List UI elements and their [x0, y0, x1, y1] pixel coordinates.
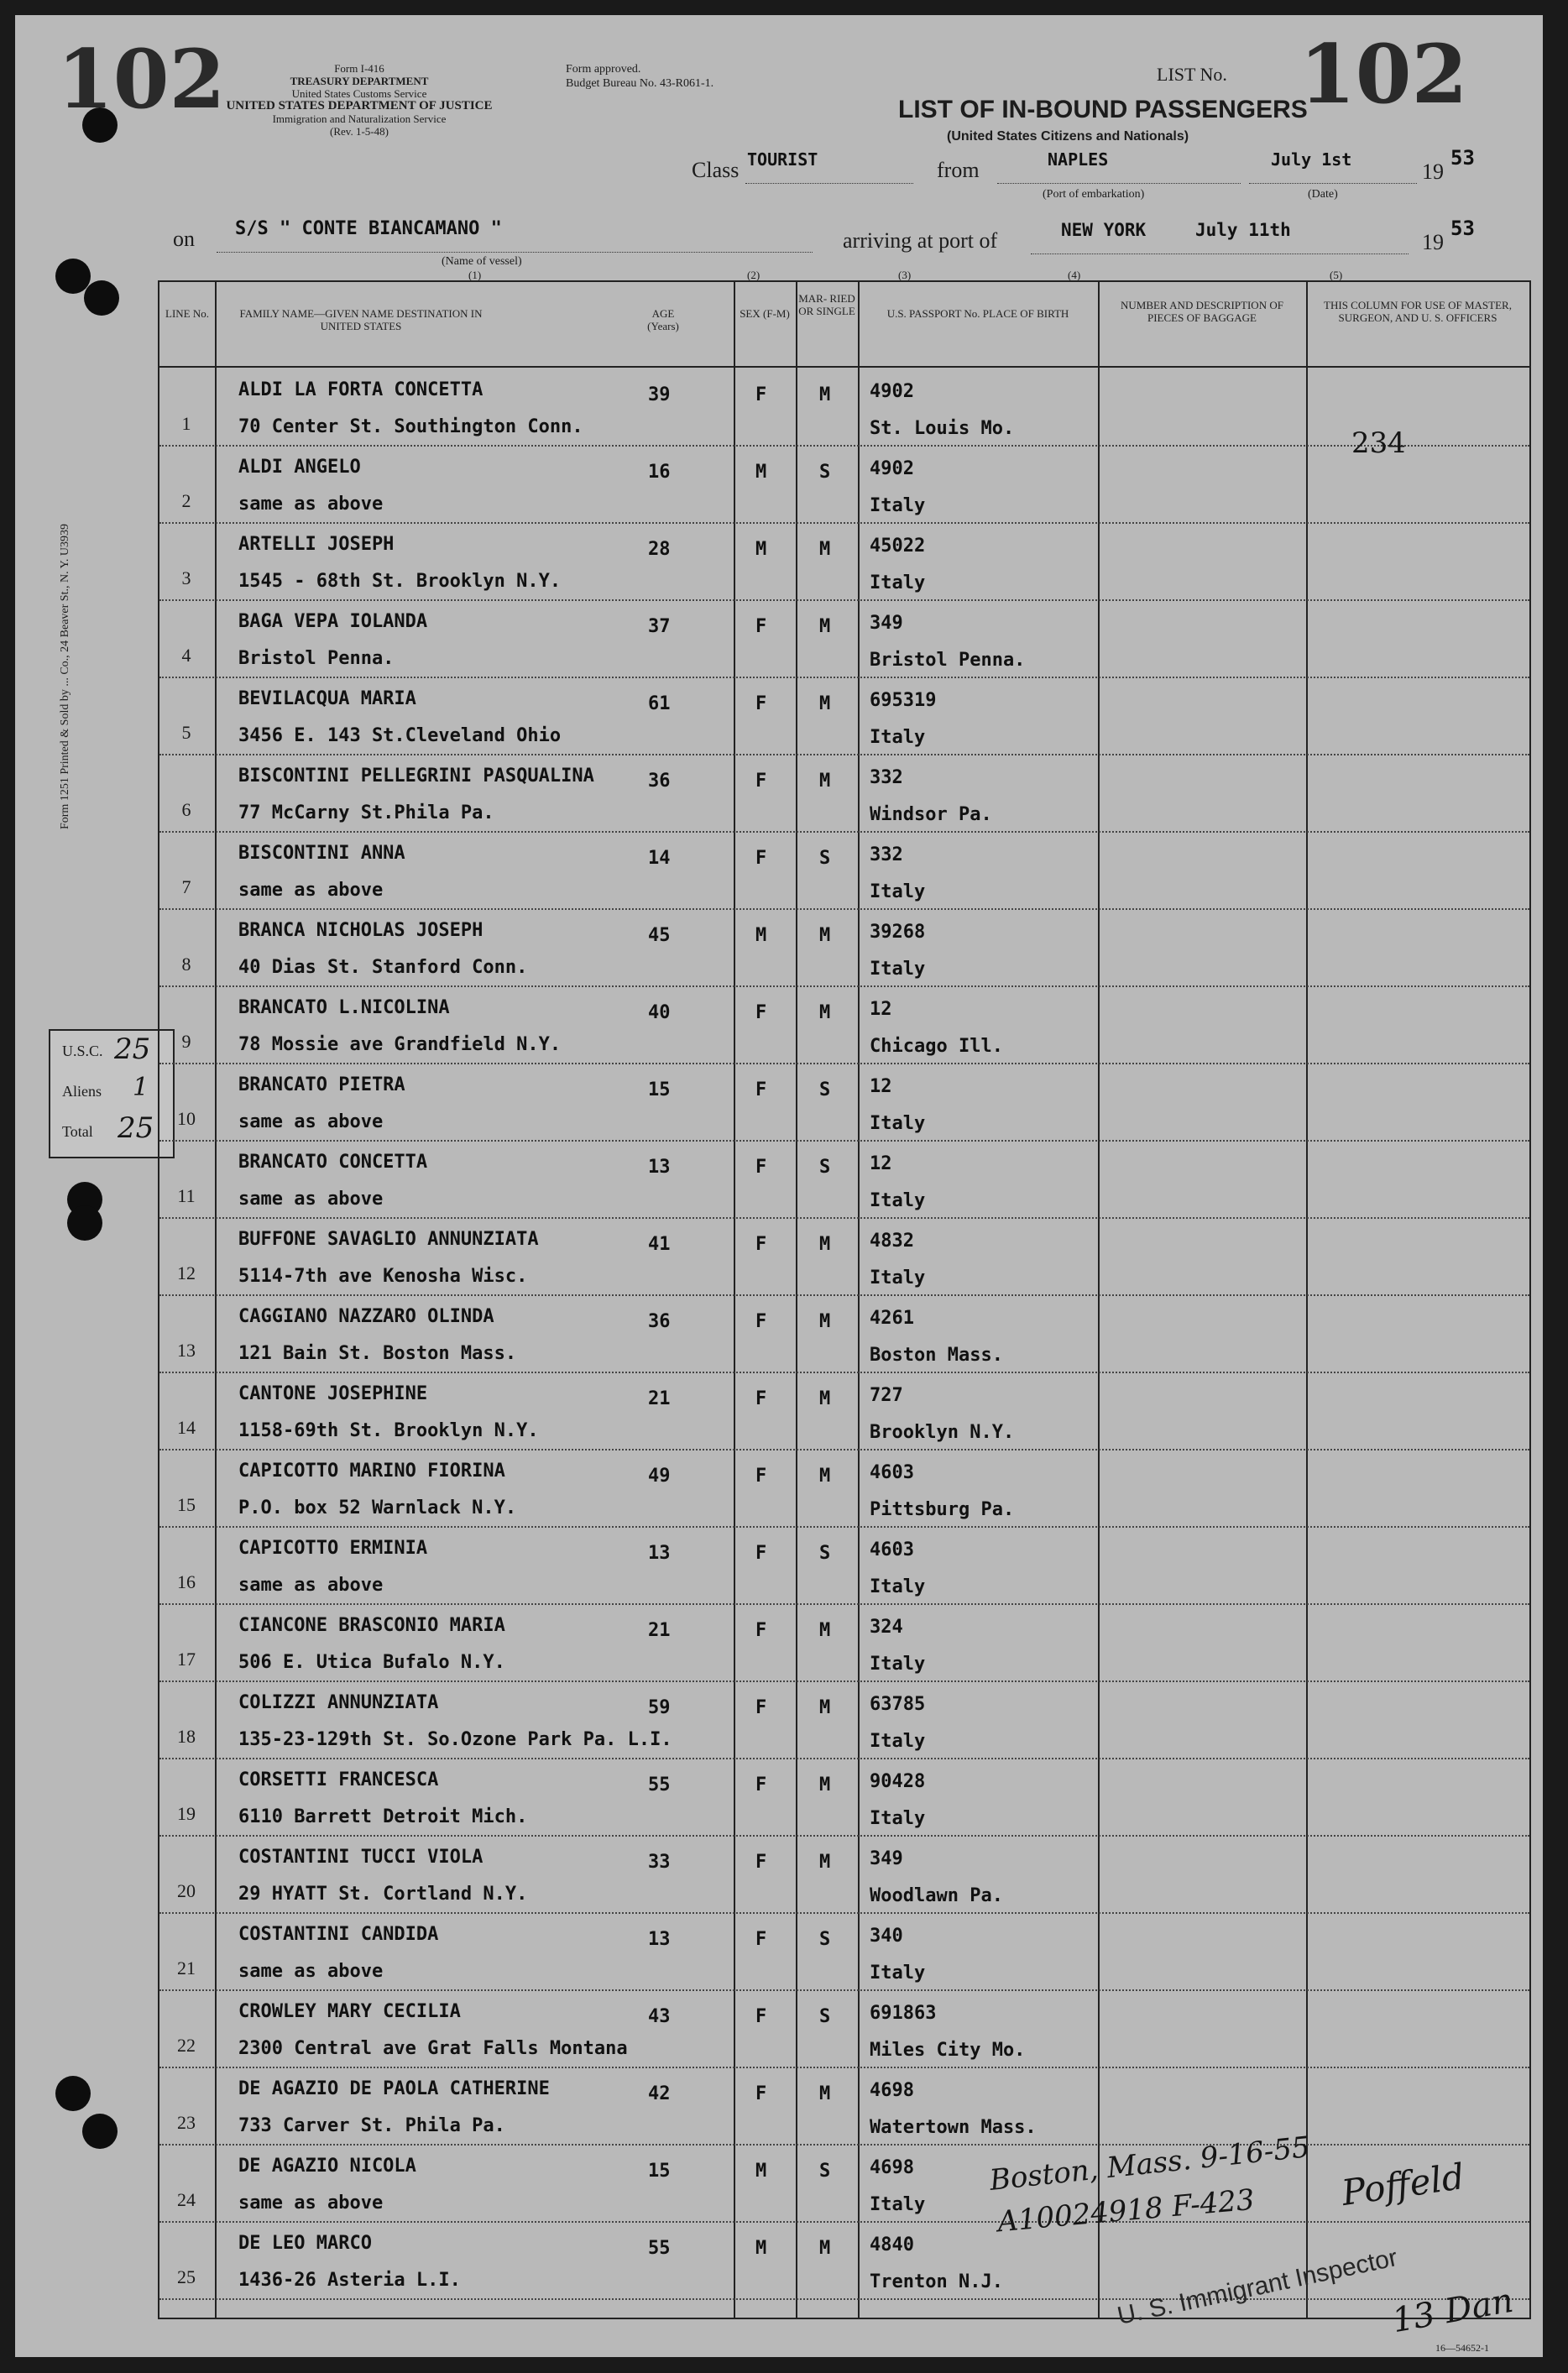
row-separator	[159, 2298, 1529, 2300]
place-of-birth: Italy	[870, 1654, 926, 1675]
place-of-birth: Italy	[870, 1113, 926, 1134]
place-of-birth: Woodlawn Pa.	[870, 1885, 1003, 1906]
passenger-destination: 77 McCarny St.Phila Pa.	[238, 802, 494, 823]
passenger-sex: F	[755, 1002, 767, 1023]
form-footer-number: 16—54652-1	[1435, 2342, 1489, 2354]
class-value: TOURIST	[747, 149, 818, 170]
passenger-age: 55	[648, 1775, 671, 1795]
passenger-age: 36	[648, 771, 671, 792]
col-header-passport: U.S. PASSPORT No. PLACE OF BIRTH	[886, 307, 1069, 320]
passenger-destination: same as above	[238, 1961, 384, 1982]
passport-number: 349	[870, 613, 903, 634]
passenger-name: BISCONTINI ANNA	[238, 843, 405, 864]
form-revision: (Rev. 1-5-48)	[330, 125, 389, 138]
tally-aliens-value: 1	[133, 1073, 149, 1102]
passenger-destination: 506 E. Utica Bufalo N.Y.	[238, 1652, 505, 1673]
passenger-destination: 733 Carver St. Phila Pa.	[238, 2115, 505, 2136]
place-of-birth: Miles City Mo.	[870, 2040, 1026, 2061]
col-header-line-no: LINE No.	[165, 307, 209, 320]
date-caption: (Date)	[1308, 188, 1338, 201]
dept-ins: Immigration and Naturalization Service	[272, 112, 447, 125]
place-of-birth: Italy	[870, 727, 926, 748]
passenger-marital-status: M	[819, 616, 831, 637]
place-of-birth: Italy	[870, 1731, 926, 1752]
passenger-destination: P.O. box 52 Warnlack N.Y.	[238, 1497, 517, 1518]
from-value: NAPLES	[1048, 149, 1109, 170]
passenger-marital-status: M	[819, 1697, 831, 1718]
table-row	[159, 369, 1529, 447]
passenger-marital-status: M	[819, 693, 831, 714]
table-row	[159, 601, 1529, 678]
passenger-destination: same as above	[238, 880, 384, 901]
table-row	[159, 1296, 1529, 1373]
vessel-col-num: (1)	[468, 269, 482, 281]
place-of-birth: Italy	[870, 1963, 926, 1984]
form-approved	[566, 62, 713, 91]
table-row	[159, 1682, 1529, 1759]
passenger-marital-status: M	[819, 2238, 831, 2259]
table-row	[159, 910, 1529, 987]
line-number: 12	[177, 1262, 196, 1283]
table-row	[159, 1605, 1529, 1682]
passenger-marital-status: M	[819, 1234, 831, 1255]
place-of-birth: Windsor Pa.	[870, 804, 992, 825]
passenger-sex: F	[755, 2083, 767, 2104]
passport-number: 90428	[870, 1771, 926, 1792]
passenger-name: CAPICOTTO ERMINIA	[238, 1538, 428, 1559]
passport-number: 332	[870, 767, 903, 788]
col-num-4: (4)	[1068, 269, 1081, 281]
passenger-age: 33	[648, 1852, 671, 1873]
alien-registration-note: A10024918 F-423	[996, 2182, 1257, 2240]
table-row	[159, 1064, 1529, 1142]
table-row	[159, 833, 1529, 910]
passenger-name: CAPICOTTO MARINO FIORINA	[238, 1461, 505, 1482]
passport-number: 4902	[870, 381, 914, 402]
line-number: 6	[181, 799, 191, 820]
line-number: 25	[177, 2266, 196, 2287]
place-of-birth: Boston Mass.	[870, 1345, 1003, 1366]
table-row	[159, 1373, 1529, 1450]
tally-total-value: 25	[118, 1111, 154, 1145]
passenger-name: CAGGIANO NAZZARO OLINDA	[238, 1306, 494, 1327]
place-of-birth: St. Louis Mo.	[870, 418, 1015, 439]
table-row	[159, 1528, 1529, 1605]
passport-number: 349	[870, 1848, 903, 1869]
passenger-destination: 121 Bain St. Boston Mass.	[238, 1343, 517, 1364]
passenger-age: 37	[648, 616, 671, 637]
punch-hole	[55, 2076, 91, 2111]
passport-number: 4603	[870, 1539, 914, 1560]
passenger-destination: 70 Center St. Southington Conn.	[238, 416, 583, 437]
passenger-sex: M	[755, 539, 767, 560]
passenger-age: 16	[648, 462, 671, 483]
passport-number: 4832	[870, 1231, 914, 1252]
table-row	[159, 1759, 1529, 1837]
immigrant-inspector-stamp: U. S. Immigrant Inspector	[1115, 2244, 1400, 2331]
place-of-birth: Chicago Ill.	[870, 1036, 1003, 1057]
punch-hole	[84, 280, 119, 316]
passenger-sex: F	[755, 1311, 767, 1332]
dept-justice: UNITED STATES DEPARTMENT OF JUSTICE	[226, 99, 493, 112]
passenger-destination: 1158-69th St. Brooklyn N.Y.	[238, 1420, 539, 1441]
passenger-sex: F	[755, 616, 767, 637]
passenger-destination: same as above	[238, 494, 384, 515]
place-of-birth: Italy	[870, 1576, 926, 1597]
passenger-marital-status: M	[819, 1775, 831, 1795]
passenger-age: 21	[648, 1388, 671, 1409]
col-header-officers: THIS COLUMN FOR USE OF MASTER, SURGEON, AND U. S. OFFICERS	[1324, 299, 1512, 324]
budget-text: Budget Bureau No. 43-R061-1.	[566, 77, 714, 90]
line-number: 9	[181, 1031, 191, 1052]
passenger-age: 49	[648, 1466, 671, 1487]
passenger-destination: 6110 Barrett Detroit Mich.	[238, 1806, 528, 1827]
line-number: 21	[177, 1957, 196, 1978]
passport-number: 12	[870, 999, 892, 1020]
passenger-sex: F	[755, 1466, 767, 1487]
passenger-sex: F	[755, 1388, 767, 1409]
manifest-page	[15, 15, 1543, 2357]
passenger-sex: F	[755, 2006, 767, 2027]
passport-number: 45022	[870, 536, 926, 557]
passenger-destination: same as above	[238, 2193, 384, 2214]
passenger-age: 41	[648, 1234, 671, 1255]
passenger-name: BRANCATO L.NICOLINA	[238, 997, 450, 1018]
departure-date: July 1st	[1271, 149, 1352, 170]
line-number: 1	[181, 413, 191, 434]
passenger-sex: F	[755, 1079, 767, 1100]
passenger-marital-status: M	[819, 771, 831, 792]
passenger-sex: F	[755, 384, 767, 405]
col-header-married: MAR- RIED OR SINGLE	[798, 292, 855, 317]
passenger-destination: 40 Dias St. Stanford Conn.	[238, 957, 528, 978]
year-suffix-2: 53	[1450, 217, 1475, 240]
passport-number: 340	[870, 1926, 903, 1947]
passenger-marital-status: M	[819, 1388, 831, 1409]
vessel-caption: (Name of vessel)	[442, 255, 522, 268]
place-of-birth: Italy	[870, 1268, 926, 1288]
passenger-marital-status: S	[819, 1157, 831, 1178]
passenger-destination: 78 Mossie ave Grandfield N.Y.	[238, 1034, 562, 1055]
passenger-destination: same as above	[238, 1111, 384, 1132]
place-of-birth: Pittsburg Pa.	[870, 1499, 1015, 1520]
passenger-sex: M	[755, 925, 767, 946]
passenger-marital-status: M	[819, 1466, 831, 1487]
table-row	[159, 987, 1529, 1064]
passenger-name: BEVILACQUA MARIA	[238, 688, 416, 709]
approved-text: Form approved.	[566, 63, 641, 76]
passenger-age: 39	[648, 384, 671, 405]
line-number: 17	[177, 1649, 196, 1670]
passenger-age: 15	[648, 2161, 671, 2182]
passport-number: 63785	[870, 1694, 926, 1715]
citizen-tally-box	[49, 1029, 175, 1158]
page-subtitle: (United States Citizens and Nationals)	[947, 129, 1189, 144]
passenger-sex: F	[755, 1234, 767, 1255]
page-number-right: 102	[1299, 27, 1468, 122]
list-no-label: LIST No.	[1157, 64, 1227, 85]
line-number: 19	[177, 1803, 196, 1824]
punch-hole	[55, 259, 91, 294]
place-of-birth: Italy	[870, 1808, 926, 1829]
passenger-destination: 1436-26 Asteria L.I.	[238, 2270, 461, 2291]
passenger-name: BUFFONE SAVAGLIO ANNUNZIATA	[238, 1229, 539, 1250]
dept-customs: United States Customs Service	[291, 87, 427, 100]
line-number: 7	[181, 876, 191, 897]
line-number: 14	[177, 1417, 196, 1438]
passenger-destination: same as above	[238, 1575, 384, 1596]
passport-number: 4261	[870, 1308, 914, 1329]
passenger-sex: F	[755, 1620, 767, 1641]
table-row	[159, 1837, 1529, 1914]
passenger-marital-status: S	[819, 2006, 831, 2027]
passenger-age: 13	[648, 1929, 671, 1950]
passenger-age: 13	[648, 1543, 671, 1564]
passenger-sex: F	[755, 693, 767, 714]
passenger-destination: Bristol Penna.	[238, 648, 395, 669]
passenger-sex: F	[755, 771, 767, 792]
col-num-5: (5)	[1330, 269, 1343, 281]
passenger-age: 61	[648, 693, 671, 714]
col-header-baggage: NUMBER AND DESCRIPTION OF PIECES OF BAGGAGE	[1121, 299, 1283, 324]
passenger-marital-status: M	[819, 1002, 831, 1023]
table-row	[159, 2146, 1529, 2223]
passenger-name: ALDI ANGELO	[238, 457, 361, 478]
passport-number: 4698	[870, 2080, 914, 2101]
table-row	[159, 1914, 1529, 1991]
col-num-2: (2)	[747, 269, 760, 281]
passenger-name: CANTONE JOSEPHINE	[238, 1383, 428, 1404]
passenger-name: DE AGAZIO DE PAOLA CATHERINE	[238, 2078, 550, 2099]
passenger-marital-status: M	[819, 1852, 831, 1873]
passenger-name: BISCONTINI PELLEGRINI PASQUALINA	[238, 766, 594, 787]
line-number: 15	[177, 1494, 196, 1515]
passenger-age: 14	[648, 848, 671, 869]
line-number: 4	[181, 645, 191, 666]
passport-number: 4603	[870, 1462, 914, 1483]
vessel-underline	[217, 252, 813, 253]
table-row	[159, 524, 1529, 601]
passenger-marital-status: M	[819, 1620, 831, 1641]
passenger-age: 36	[648, 1311, 671, 1332]
passport-number: 12	[870, 1076, 892, 1097]
passenger-marital-status: S	[819, 1079, 831, 1100]
year-prefix-1: 19	[1422, 159, 1444, 184]
place-of-birth: Bristol Penna.	[870, 650, 1026, 671]
passenger-sex: M	[755, 2161, 767, 2182]
place-of-birth: Italy	[870, 881, 926, 902]
passenger-name: COSTANTINI TUCCI VIOLA	[238, 1847, 483, 1868]
header-separator	[159, 366, 1529, 368]
passenger-sex: F	[755, 1775, 767, 1795]
tally-usc-label: U.S.C.	[62, 1043, 103, 1059]
passenger-name: ALDI LA FORTA CONCETTA	[238, 379, 483, 400]
line-number: 24	[177, 2189, 196, 2210]
passenger-name: COLIZZI ANNUNZIATA	[238, 1692, 439, 1713]
passenger-sex: F	[755, 1929, 767, 1950]
passenger-sex: M	[755, 2238, 767, 2259]
line-number: 10	[177, 1108, 196, 1129]
passenger-sex: M	[755, 462, 767, 483]
page-title: LIST OF IN-BOUND PASSENGERS	[898, 96, 1308, 123]
col-header-age: AGE (Years)	[647, 307, 679, 332]
officer-note-row1: 234	[1351, 426, 1406, 460]
table-row	[159, 447, 1529, 524]
place-of-birth: Watertown Mass.	[870, 2117, 1037, 2138]
line-number: 16	[177, 1571, 196, 1592]
passport-number: 332	[870, 844, 903, 865]
passenger-destination: 1545 - 68th St. Brooklyn N.Y.	[238, 571, 562, 592]
punch-hole	[82, 2114, 118, 2149]
passenger-destination: 29 HYATT St. Cortland N.Y.	[238, 1884, 528, 1905]
on-label: on	[173, 227, 195, 251]
passenger-table	[158, 280, 1531, 2319]
passport-number: 12	[870, 1153, 892, 1174]
passenger-name: COSTANTINI CANDIDA	[238, 1924, 439, 1945]
passenger-marital-status: S	[819, 2161, 831, 2182]
passenger-marital-status: M	[819, 2083, 831, 2104]
passenger-marital-status: M	[819, 1311, 831, 1332]
form-number: Form I-416	[334, 62, 384, 75]
vessel-name: S/S " CONTE BIANCAMANO "	[235, 218, 502, 239]
table-row	[159, 2068, 1529, 2146]
passenger-marital-status: S	[819, 848, 831, 869]
punch-hole	[67, 1205, 102, 1241]
passenger-marital-status: M	[819, 539, 831, 560]
class-underline	[745, 183, 913, 184]
year-suffix-1: 53	[1450, 146, 1475, 170]
line-number: 18	[177, 1726, 196, 1747]
passenger-name: CORSETTI FRANCESCA	[238, 1769, 439, 1790]
date-underline	[1249, 183, 1417, 184]
passenger-marital-status: M	[819, 925, 831, 946]
line-number: 3	[181, 567, 191, 588]
passenger-name: DE LEO MARCO	[238, 2233, 372, 2254]
class-label: Class	[692, 158, 740, 182]
passenger-name: BRANCATO PIETRA	[238, 1074, 405, 1095]
passenger-destination: 135-23-129th St. So.Ozone Park Pa. L.I.	[238, 1729, 672, 1750]
table-row	[159, 1450, 1529, 1528]
port-caption: (Port of embarkation)	[1043, 188, 1145, 201]
tally-usc-value: 25	[114, 1032, 151, 1066]
col-num-3: (3)	[898, 269, 912, 281]
inspector-initials: 13 Dan	[1389, 2281, 1517, 2341]
page-number-left: 102	[57, 32, 226, 127]
passenger-name: CROWLEY MARY CECILIA	[238, 2001, 461, 2022]
tally-aliens-label: Aliens	[62, 1083, 102, 1100]
passenger-destination: 5114-7th ave Kenosha Wisc.	[238, 1266, 528, 1287]
passport-number: 324	[870, 1617, 903, 1638]
passenger-name: BRANCA NICHOLAS JOSEPH	[238, 920, 483, 941]
passenger-marital-status: S	[819, 462, 831, 483]
line-number: 11	[177, 1185, 196, 1206]
place-of-birth: Italy	[870, 572, 926, 593]
line-number: 20	[177, 1880, 196, 1901]
passenger-age: 28	[648, 539, 671, 560]
passenger-name: BAGA VEPA IOLANDA	[238, 611, 428, 632]
table-row	[159, 1991, 1529, 2068]
passenger-destination: 3456 E. 143 St.Cleveland Ohio	[238, 725, 562, 746]
passenger-sex: F	[755, 1852, 767, 1873]
from-underline	[997, 183, 1241, 184]
from-label: from	[937, 158, 980, 182]
passenger-name: CIANCONE BRASCONIO MARIA	[238, 1615, 505, 1636]
passenger-age: 55	[648, 2238, 671, 2259]
passenger-sex: F	[755, 1543, 767, 1564]
passport-number: 4840	[870, 2234, 914, 2255]
printer-imprint: Form 1251 Printed & Sold by ... Co., 24 Beaver St., N. Y. U3939	[59, 524, 71, 830]
passport-number: 695319	[870, 690, 937, 711]
passenger-sex: F	[755, 848, 767, 869]
passenger-name: BRANCATO CONCETTA	[238, 1152, 428, 1173]
passenger-sex: F	[755, 1157, 767, 1178]
table-row	[159, 678, 1529, 755]
form-header-left	[175, 62, 544, 138]
boston-note: Boston, Mass. 9-16-55	[987, 2130, 1312, 2198]
inspector-signature: Poffeld	[1339, 2156, 1467, 2214]
passenger-age: 43	[648, 2006, 671, 2027]
passenger-age: 42	[648, 2083, 671, 2104]
passenger-age: 21	[648, 1620, 671, 1641]
passenger-marital-status: S	[819, 1929, 831, 1950]
passport-number: 727	[870, 1385, 903, 1406]
line-number: 22	[177, 2035, 196, 2056]
dept-treasury: TREASURY DEPARTMENT	[290, 75, 429, 87]
line-number: 2	[181, 490, 191, 511]
passenger-name: ARTELLI JOSEPH	[238, 534, 395, 555]
arrival-date: July 11th	[1195, 220, 1291, 240]
place-of-birth: Italy	[870, 1190, 926, 1211]
place-of-birth: Italy	[870, 495, 926, 516]
tally-total-label: Total	[62, 1123, 93, 1140]
passenger-name: DE AGAZIO NICOLA	[238, 2156, 416, 2177]
passenger-age: 13	[648, 1157, 671, 1178]
passport-number: 4902	[870, 458, 914, 479]
arriving-label: arriving at port of	[843, 228, 998, 253]
passenger-destination: same as above	[238, 1189, 384, 1210]
place-of-birth: Brooklyn N.Y.	[870, 1422, 1015, 1443]
table-row	[159, 1219, 1529, 1296]
table-row	[159, 1142, 1529, 1219]
passport-number: 691863	[870, 2003, 937, 2024]
passenger-age: 59	[648, 1697, 671, 1718]
passenger-marital-status: M	[819, 384, 831, 405]
line-number: 8	[181, 954, 191, 975]
passenger-age: 15	[648, 1079, 671, 1100]
place-of-birth: Trenton N.J.	[870, 2271, 1003, 2292]
col-header-name: FAMILY NAME—GIVEN NAME DESTINATION IN UNITED STATES	[239, 307, 483, 332]
passenger-destination: 2300 Central ave Grat Falls Montana	[238, 2038, 628, 2059]
table-row	[159, 755, 1529, 833]
arrival-port: NEW YORK	[1061, 220, 1147, 240]
line-number: 5	[181, 722, 191, 743]
passenger-sex: F	[755, 1697, 767, 1718]
passenger-marital-status: S	[819, 1543, 831, 1564]
year-prefix-2: 19	[1422, 230, 1444, 254]
col-header-sex: SEX (F-M)	[740, 307, 790, 320]
passenger-age: 45	[648, 925, 671, 946]
passenger-age: 40	[648, 1002, 671, 1023]
passport-number: 39268	[870, 922, 926, 943]
place-of-birth: Italy	[870, 2194, 926, 2215]
line-number: 23	[177, 2112, 196, 2133]
passport-number: 4698	[870, 2157, 914, 2178]
place-of-birth: Italy	[870, 959, 926, 980]
line-number: 13	[177, 1340, 196, 1361]
